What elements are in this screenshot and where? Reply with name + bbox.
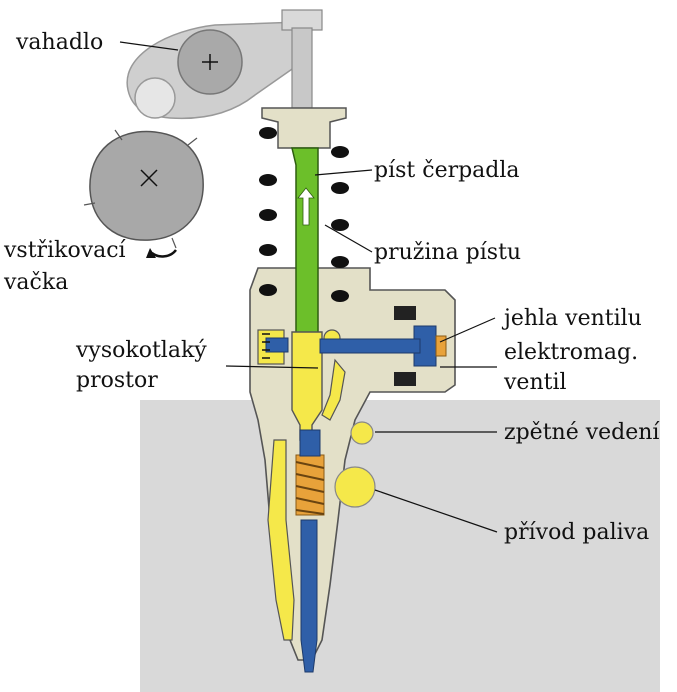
label-cam-line2: vačka: [4, 270, 69, 295]
label-fuel-supply: přívod paliva: [504, 520, 650, 545]
label-return-line: zpětné vedení: [504, 420, 660, 445]
nozzle-spring: [296, 455, 324, 515]
pump-piston: [292, 148, 318, 335]
label-rocker-arm: vahadlo: [16, 30, 104, 55]
label-cam-line1: vstřikovací: [4, 238, 126, 263]
label-pump-piston: píst čerpadla: [374, 158, 520, 183]
label-solenoid-line1: elektromag.: [504, 340, 639, 365]
nozzle-needle: [301, 520, 317, 672]
nozzle-top: [300, 430, 320, 456]
label-solenoid-line2: ventil: [504, 370, 567, 395]
spring-seat: [262, 108, 346, 148]
label-chamber-line1: vysokotlaký: [76, 338, 207, 363]
rocker-arm: [127, 10, 322, 118]
label-chamber-line2: prostor: [76, 368, 158, 393]
left-check-valve: [258, 330, 288, 364]
return-line-port: [351, 422, 373, 444]
label-piston-spring: pružina pístu: [374, 240, 522, 265]
fuel-supply-port: [335, 467, 375, 507]
label-valve-needle: jehla ventilu: [504, 306, 642, 331]
